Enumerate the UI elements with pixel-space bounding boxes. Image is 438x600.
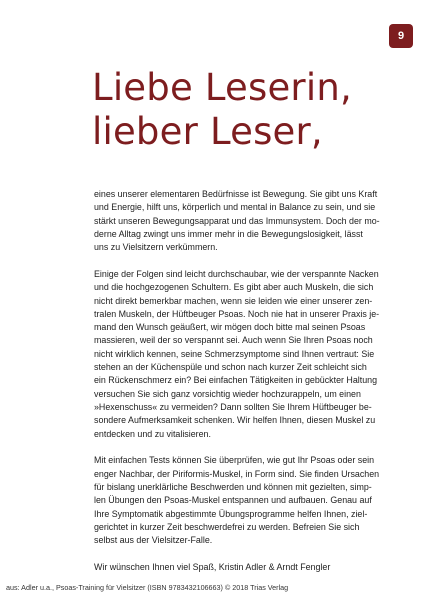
title-line-1: Liebe Leserin, <box>92 66 352 109</box>
text-line: nicht wirklich kennen, seine Schmerzsymptome sind Ihnen vertraut: Sie <box>94 348 375 359</box>
text-line: Mit einfachen Tests können Sie überprüfen, wie gut Ihr Psoas oder sein <box>94 455 375 466</box>
text-line: Wir wünschen Ihnen viel Spaß, Kristin Adler & Arndt Fengler <box>94 561 331 572</box>
text-line: für bislang unerklärliche Beschwerden und können mit gezielten, simp- <box>94 481 372 492</box>
paragraph-1 <box>94 188 394 254</box>
text-line: sondere Aufmerksamkeit schenken. Wir helfen Ihnen, diesen Muskel zu <box>94 415 376 426</box>
text-line: Einige der Folgen sind leicht durchschaubar, wie der verspannte Nacken <box>94 268 379 279</box>
text-line: Ihre Symptomatik abgestimmte Übungsprogramme helfen Ihnen, ziel- <box>94 508 368 519</box>
text-line: stärkt unseren Bewegungsapparat und das Immunsystem. Doch der mo- <box>94 215 380 226</box>
text-line: »Hexenschuss« zu vermeiden? Dann sollten Sie Ihrem Hüftbeuger be- <box>94 401 372 412</box>
text-line: enger Nachbar, der Piriformis-Muskel, in Form sind. Sie finden Ursachen <box>94 468 380 479</box>
paragraph-4 <box>94 561 394 574</box>
title-line-2: lieber Leser, <box>92 110 323 153</box>
text-line: selbst aus der Vielsitzer-Falle. <box>94 535 213 546</box>
text-line: versuchen Sie sich ganz vorsichtig wieder hochzurappeln, um einen <box>94 388 361 399</box>
page-title <box>92 66 352 154</box>
text-line: mand den Wunsch geäußert, wir mögen doch bitte mal seinen Psoas <box>94 322 366 333</box>
page-number-badge: 9 <box>389 24 413 48</box>
text-line: len Übungen den Psoas-Muskel entspannen und aufbauen. Genau auf <box>94 495 372 506</box>
text-line: ein Rückenschmerz ein? Bei einfachen Tätigkeiten in gebückter Haltung <box>94 375 378 386</box>
text-line: und Energie, hilft uns, körperlich und mental in Balance zu sein, und sie <box>94 202 376 213</box>
text-line: stehen an der Küchenspüle und schon nach kurzer Zeit schleicht sich <box>94 362 367 373</box>
text-line: uns zu Vielsitzern verkümmern. <box>94 242 218 253</box>
text-line: massieren, weil der so verspannt sei. Auch wenn Sie Ihren Psoas noch <box>94 335 373 346</box>
text-line: entdecken und zu vitalisieren. <box>94 428 211 439</box>
text-line: derne Alltag zwingt uns immer mehr in die Bewegungslosigkeit, lässt <box>94 228 363 239</box>
text-line: und die hochgezogenen Schultern. Es gibt aber auch Muskeln, die sich <box>94 282 374 293</box>
body-text <box>94 188 394 588</box>
paragraph-2 <box>94 268 394 441</box>
text-line: eines unserer elementaren Bedürfnisse ist Bewegung. Sie gibt uns Kraft <box>94 189 378 199</box>
text-line: nicht direkt bemerkbar machen, wenn sie leiden wie einer unserer zen- <box>94 295 373 306</box>
text-line: gerichtet in kurzer Zeit beschwerdefrei zu werden. Befreien Sie sich <box>94 521 360 532</box>
text-line: tralen Muskeln, der Hüftbeuger Psoas. Noch nie hat in unserer Praxis je- <box>94 308 380 319</box>
source-footer: aus: Adler u.a., Psoas-Training für Vielsitzer (ISBN 9783432106663) © 2018 Trias Verlag <box>6 583 289 592</box>
paragraph-3 <box>94 454 394 547</box>
